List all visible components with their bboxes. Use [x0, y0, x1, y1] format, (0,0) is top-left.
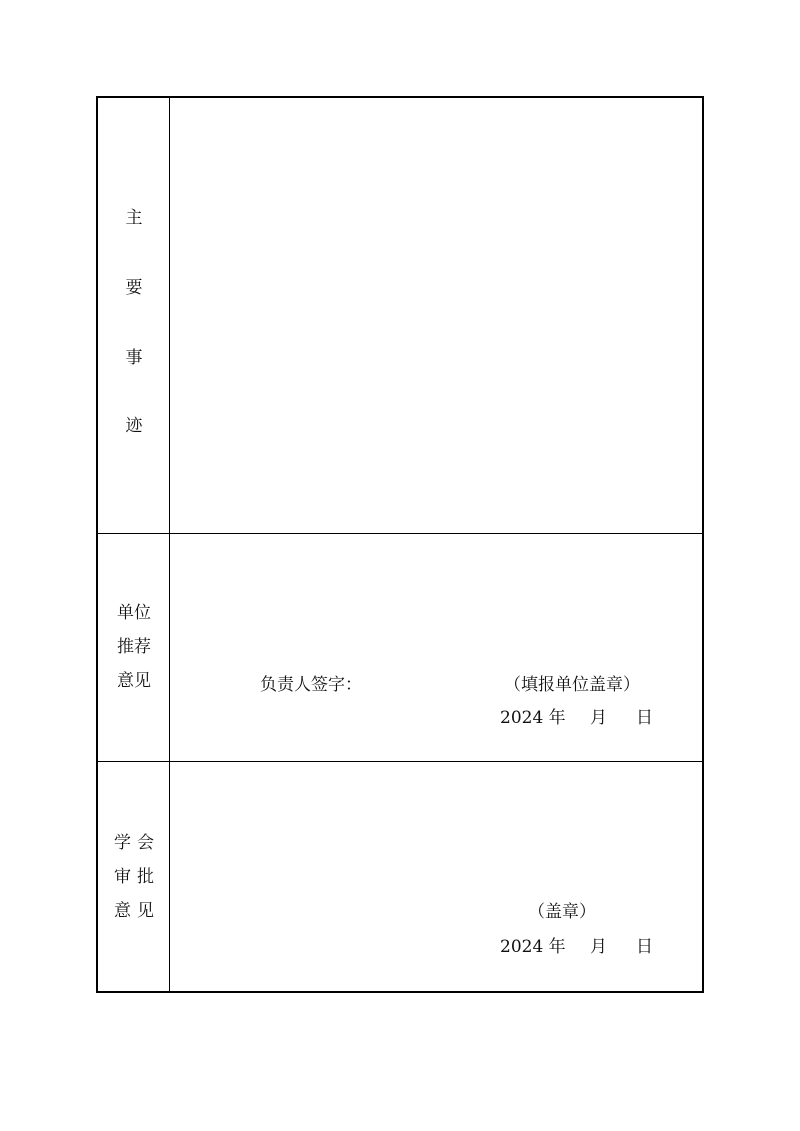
main-deeds-row [98, 98, 702, 534]
main-deeds-label-char: 事 [125, 348, 143, 368]
society-date-year: 2024 年 [500, 937, 566, 957]
main-deeds-label-char: 主 [125, 208, 143, 228]
unit-date-day: 日 [636, 708, 653, 728]
society-date-day: 日 [636, 937, 653, 957]
unit-date-month: 月 [590, 708, 607, 728]
unit-recommendation-label-line: 单位 [117, 603, 151, 623]
unit-seal-note: （填报单位盖章） [504, 675, 640, 695]
unit-recommendation-content-area[interactable] [170, 534, 702, 761]
society-seal-note: （盖章） [528, 902, 596, 922]
unit-recommendation-row [98, 534, 702, 762]
unit-recommendation-label-line: 推荐 [117, 637, 151, 657]
society-date-month: 月 [590, 937, 607, 957]
unit-recommendation-label [98, 596, 170, 698]
society-approval-label-line: 学会 [114, 833, 160, 853]
society-approval-label-line: 审批 [114, 867, 160, 887]
unit-recommendation-label-cell [98, 534, 170, 761]
unit-date-year: 2024 年 [500, 708, 566, 728]
society-approval-label-line: 意见 [114, 901, 160, 921]
society-approval-row [98, 762, 702, 991]
society-approval-label-cell [98, 762, 170, 991]
society-approval-content-area[interactable] [170, 762, 702, 991]
society-approval-label [98, 826, 170, 928]
unit-recommendation-label-line: 意见 [117, 671, 151, 691]
application-form-table [96, 96, 704, 993]
responsible-person-signature-label: 负责人签字： [260, 675, 362, 695]
main-deeds-label-char: 迹 [125, 416, 143, 436]
main-deeds-label-cell [98, 98, 170, 533]
main-deeds-label-char: 要 [125, 278, 143, 298]
main-deeds-content-area[interactable] [170, 98, 702, 533]
